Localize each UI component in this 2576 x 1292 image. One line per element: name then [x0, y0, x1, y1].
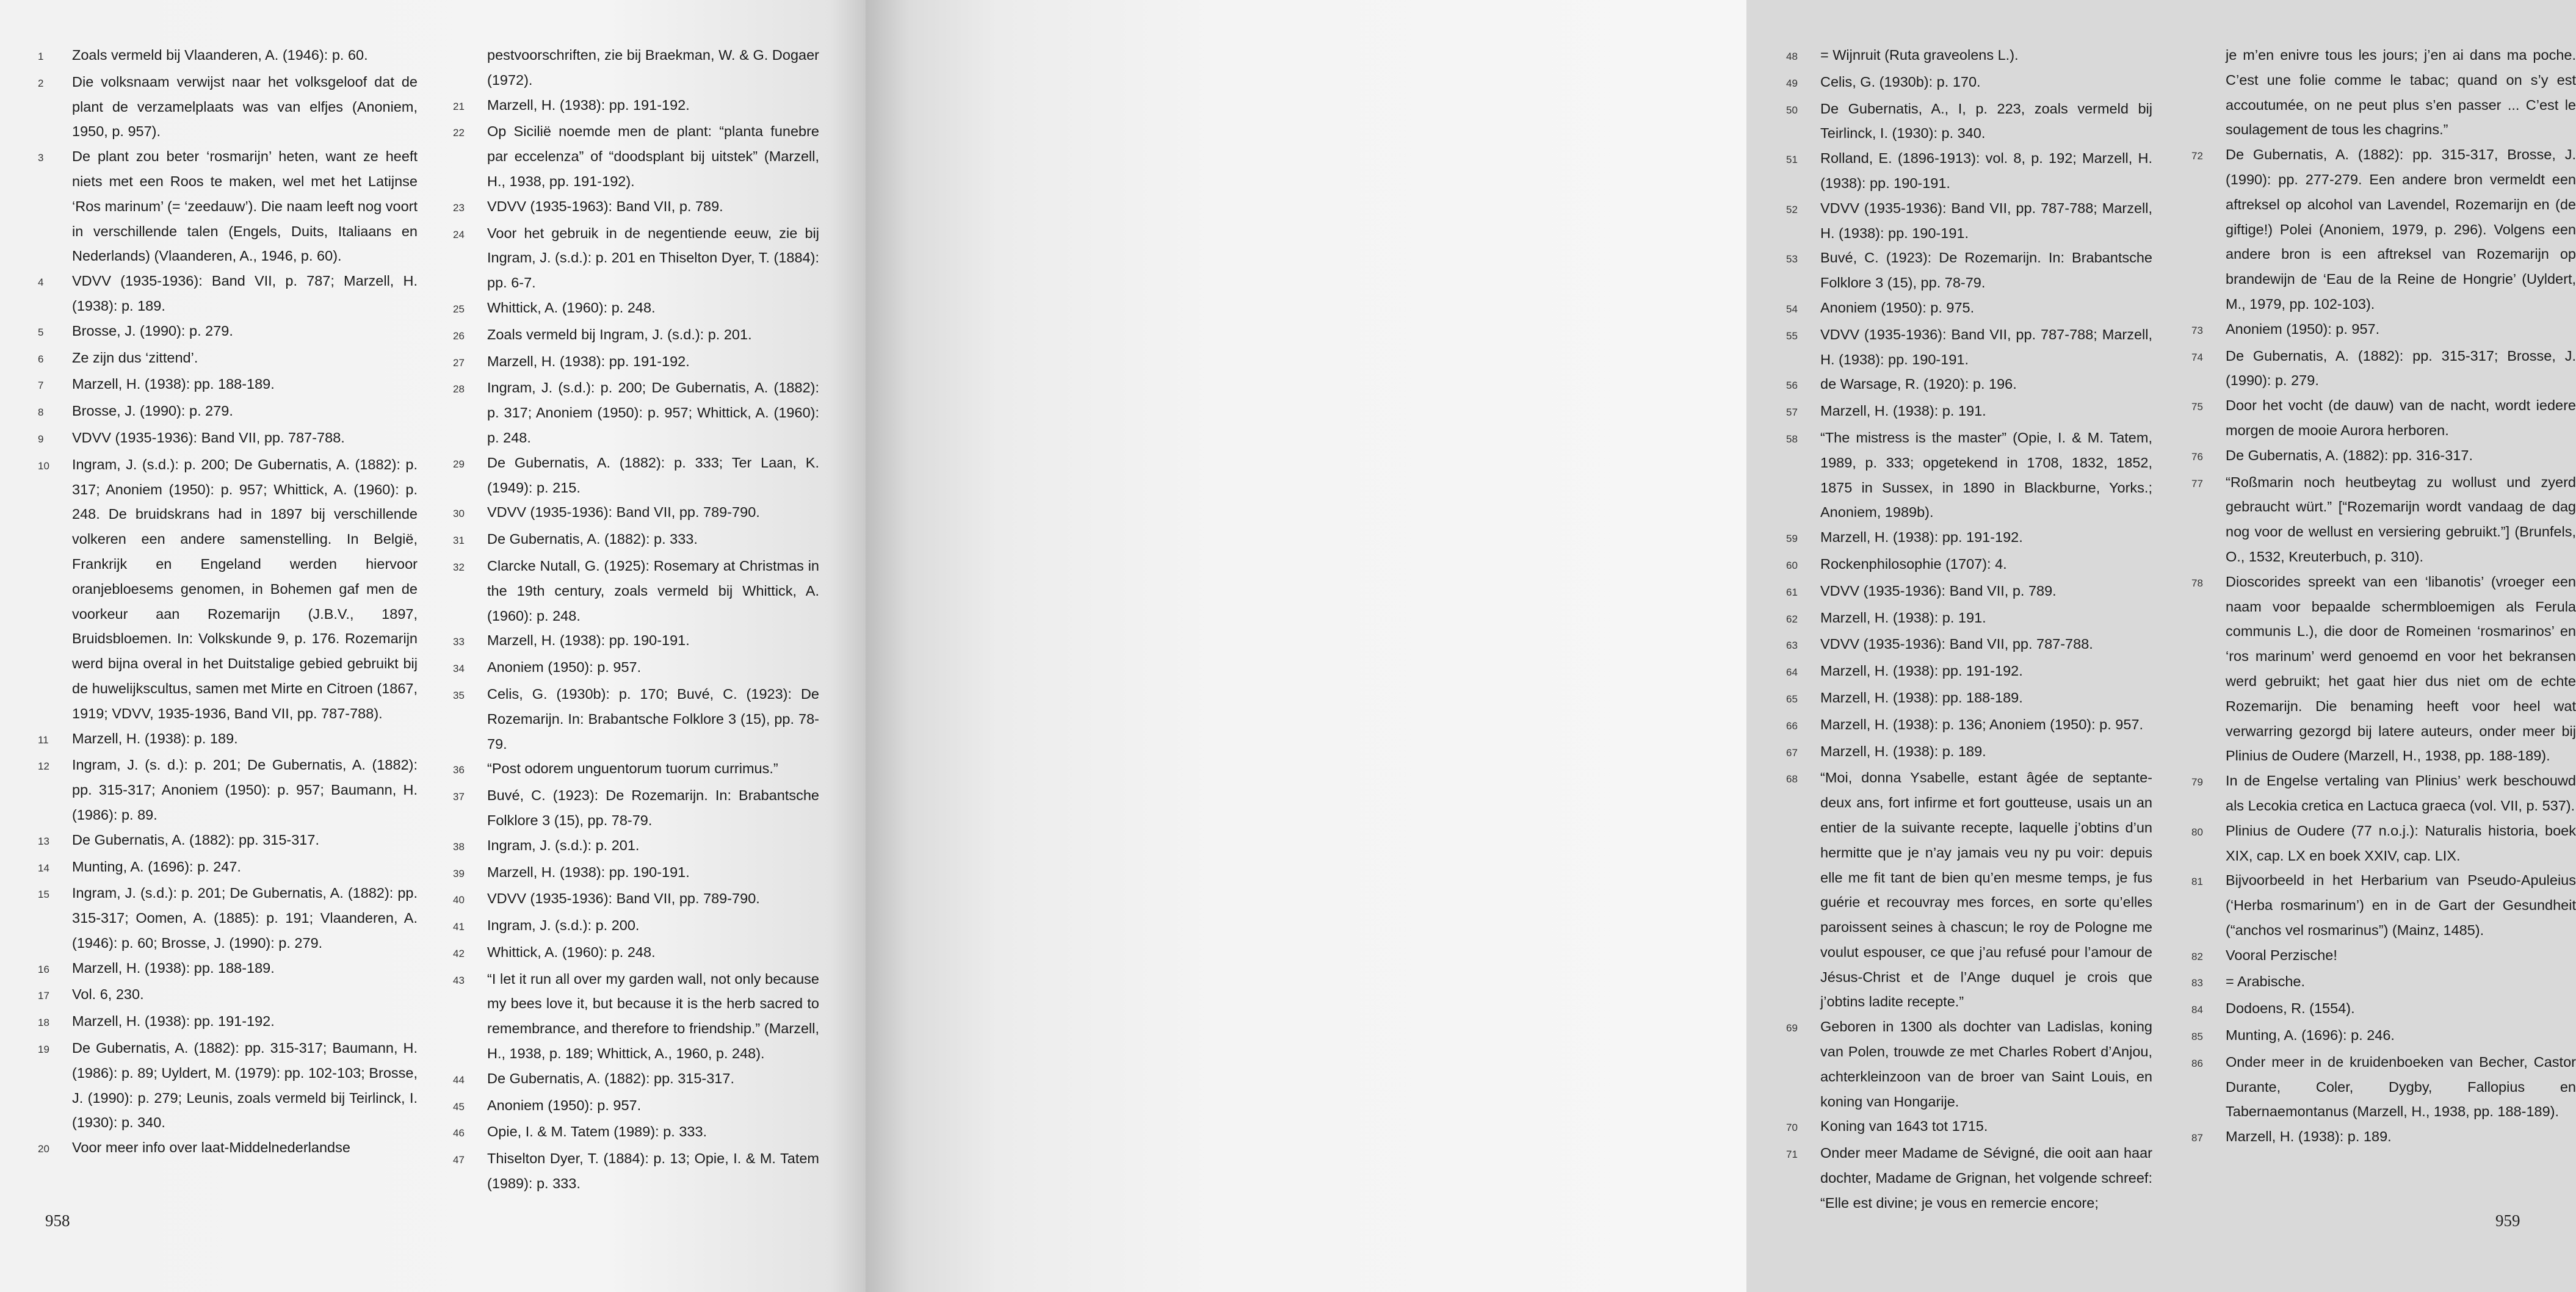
footnote-number: 39: [453, 867, 465, 879]
footnote-number: 83: [2191, 977, 2203, 989]
footnote: [1786, 295, 2152, 322]
footnote-text: Marzell, H. (1938): pp. 188-189.: [72, 959, 275, 976]
footnote-number: 65: [1786, 693, 1798, 705]
footnote-text: De Gubernatis, A., I, p. 223, zoals vermeld bij Teirlinck, I. (1930): p. 340.: [1820, 100, 2152, 142]
footnote-number: 71: [1786, 1149, 1798, 1161]
footnote-text: Ingram, J. (s. d.): p. 201; De Gubernatis, A. (1882): pp. 315-317; Anoniem (1950): p. 957; Baumann, H. (1986): p. 89.: [72, 757, 418, 823]
footnote-text: Anoniem (1950): p. 957.: [487, 1097, 642, 1113]
footnote: [1786, 685, 2152, 712]
left-page: [0, 0, 866, 1292]
footnote-number: [453, 43, 487, 45]
footnote: [453, 833, 819, 860]
footnote: [2191, 996, 2576, 1023]
footnote-number: 5: [38, 326, 44, 338]
page-number-right: 959: [2495, 1211, 2520, 1230]
footnote-number: 69: [1786, 1022, 1798, 1034]
footnote: [453, 375, 819, 450]
footnote: [1786, 399, 2152, 425]
footnote-number: 75: [2191, 401, 2203, 413]
footnote: [453, 756, 819, 783]
footnote: [38, 399, 418, 425]
footnote-number: 30: [453, 508, 465, 520]
footnote-number: 12: [38, 760, 49, 773]
footnote: [2191, 868, 2576, 942]
footnote: [2191, 943, 2576, 970]
footnote: [2191, 818, 2576, 868]
footnote-text: VDVV (1935-1936): Band VII, p. 789.: [1820, 582, 2057, 599]
footnote-text: De Gubernatis, A. (1882): pp. 315-317; Baumann, H. (1986): p. 89; Uyldert, M. (1979): pp. 102-103; Brosse, J. (1990): p. 279; Leunis, zoals vermeld bij Teirlinck, I. (1930): p. 340.: [72, 1040, 418, 1131]
footnote: [2191, 393, 2576, 443]
footnote-text: Anoniem (1950): p. 957.: [2226, 320, 2380, 337]
footnote-text: Marzell, H. (1938): p. 189.: [72, 730, 238, 746]
footnote: [453, 93, 819, 120]
footnote: [2191, 569, 2576, 768]
footnote-number: 80: [2191, 826, 2203, 838]
footnote: [453, 527, 819, 554]
footnote-number: 68: [1786, 773, 1798, 785]
footnote-number: 47: [453, 1154, 465, 1166]
footnote: [38, 144, 418, 269]
footnote: [453, 967, 819, 1066]
footnote-number: 29: [453, 458, 465, 470]
footnote-number: 40: [453, 894, 465, 906]
footnote-number: 66: [1786, 720, 1798, 732]
footnote-text: Marzell, H. (1938): pp. 188-189.: [1820, 689, 2023, 706]
footnote: [453, 655, 819, 682]
footnote-number: 8: [38, 406, 44, 419]
footnote-text: Dioscorides spreekt van een ‘libanotis’ (vroeger een naam voor bepaalde schermbloemigen als Ferula communis L.), die door de Romeinen ‘rosmarinos’ en ‘ros marinum’ werd genoemd en voor het bekransen werd gebruikt; het gaat hier dus niet om de echte Rozemarijn. Die benaming heeft voor heel wat verwarring gezorgd bij latere auteurs, onder meer bij Plinius de Oudere (Marzell, H., 1938, pp. 188-189).: [2226, 573, 2576, 764]
footnote-number: 49: [1786, 77, 1798, 89]
footnote: [2191, 142, 2576, 317]
footnote: [453, 682, 819, 756]
footnote-text: Marzell, H. (1938): p. 189.: [2226, 1128, 2392, 1145]
footnote: [1786, 43, 2152, 70]
footnote-text: Buvé, C. (1923): De Rozemarijn. In: Brabantsche Folklore 3 (15), pp. 78-79.: [487, 787, 819, 828]
footnote-number: 53: [1786, 253, 1798, 265]
footnote: [453, 43, 819, 93]
footnote-number: 33: [453, 636, 465, 648]
footnote: [2191, 344, 2576, 394]
footnote-text: Clarcke Nutall, G. (1925): Rosemary at Christmas in the 19th century, zoals vermeld bij Whittick, A. (1960): p. 248.: [487, 557, 819, 624]
right-page-column-1: [1786, 43, 2152, 1216]
footnote-number: 62: [1786, 613, 1798, 625]
footnote-number: 17: [38, 990, 49, 1002]
footnote-number: 25: [453, 303, 465, 315]
footnote-number: 22: [453, 127, 465, 139]
footnote-text: VDVV (1935-1936): Band VII, p. 787; Marzell, H. (1938): p. 189.: [72, 273, 418, 314]
footnote: [453, 194, 819, 221]
footnote-text: Ingram, J. (s.d.): p. 201.: [487, 837, 640, 853]
footnote-number: 4: [38, 276, 44, 289]
footnote-number: 48: [1786, 51, 1798, 62]
left-page-column-2: [453, 43, 819, 1196]
footnote: [38, 425, 418, 452]
footnote: [453, 119, 819, 193]
footnote-text: De Gubernatis, A. (1882): p. 333; Ter Laan, K. (1949): p. 215.: [487, 454, 819, 496]
footnote-number: 72: [2191, 150, 2203, 162]
footnote-text: Marzell, H. (1938): pp. 190-191.: [487, 632, 690, 649]
footnote-number: 64: [1786, 666, 1798, 679]
footnote-number: 37: [453, 791, 465, 803]
footnote-text: VDVV (1935-1936): Band VII, pp. 787-788; Marzell, H. (1938): pp. 190-191.: [1820, 200, 2152, 241]
footnote: [453, 1146, 819, 1196]
footnote-number: 79: [2191, 776, 2203, 789]
footnote-text: Rolland, E. (1896-1913): vol. 8, p. 192; Marzell, H. (1938): pp. 190-191.: [1820, 150, 2152, 191]
footnote-number: 45: [453, 1100, 465, 1113]
footnote-text: Onder meer Madame de Sévigné, die ooit aan haar dochter, Madame de Grignan, het volgende schreef: “Elle est divine; je vous en remercie encore;: [1820, 1145, 2152, 1211]
footnote-text: Brosse, J. (1990): p. 279.: [72, 403, 233, 419]
footnote-text: Marzell, H. (1938): p. 191.: [1820, 609, 1986, 626]
footnote-number: 73: [2191, 324, 2203, 336]
footnote-number: 43: [453, 974, 465, 986]
footnote-number: 78: [2191, 577, 2203, 589]
footnote-text: VDVV (1935-1936): Band VII, pp. 789-790.: [487, 890, 760, 907]
footnote-number: 11: [38, 734, 49, 746]
footnote-text: De Gubernatis, A. (1882): p. 333.: [487, 531, 698, 547]
footnote-text: Koning van 1643 tot 1715.: [1820, 1118, 1988, 1135]
footnote-number: 52: [1786, 203, 1798, 215]
footnote-text: De Gubernatis, A. (1882): pp. 316-317.: [2226, 447, 2473, 463]
footnote-text: Marzell, H. (1938): p. 191.: [1820, 403, 1986, 419]
footnote-number: 63: [1786, 640, 1798, 652]
footnote-number: 41: [453, 921, 465, 933]
footnote: [453, 554, 819, 628]
footnote-number: 85: [2191, 1031, 2203, 1043]
footnote-number: 10: [38, 460, 49, 472]
footnote-number: 70: [1786, 1122, 1798, 1134]
footnote: [1786, 712, 2152, 739]
footnote-number: 58: [1786, 433, 1798, 445]
footnote-text: Marzell, H. (1938): pp. 188-189.: [72, 376, 275, 392]
footnote-text: Anoniem (1950): p. 975.: [1820, 299, 1975, 316]
footnote-text: Marzell, H. (1938): pp. 191-192.: [487, 96, 690, 113]
footnote: [1786, 525, 2152, 552]
footnote: [38, 345, 418, 372]
footnote-number: 81: [2191, 876, 2203, 888]
footnote: [453, 349, 819, 376]
footnote: [2191, 443, 2576, 470]
footnote-text: “Roßmarin noch heutbeytag zu wollust und zyerd gebraucht würt.” [“Rozemarijn wordt vandaag de dag nog voor de wellust en versiering gebruikt.”] (Brunfels, O., 1532, Kreuterbuch, p. 310).: [2226, 474, 2576, 565]
footnote: [2191, 1050, 2576, 1124]
footnote-text: = Wijnruit (Ruta graveolens L.).: [1820, 47, 2019, 63]
footnote: [1786, 1014, 2152, 1114]
footnote: [1786, 245, 2152, 295]
footnote-number: 57: [1786, 406, 1798, 419]
footnote: [38, 726, 418, 753]
footnote-text: VDVV (1935-1963): Band VII, p. 789.: [487, 198, 723, 214]
footnote-text: Voor het gebruik in de negentiende eeuw, zie bij Ingram, J. (s.d.): p. 201 en Thiselton Dyer, T. (1884): pp. 6-7.: [487, 225, 819, 291]
footnote-number: 32: [453, 561, 465, 573]
footnote: [453, 322, 819, 349]
footnote-number: 14: [38, 862, 49, 874]
footnote-text: Brosse, J. (1990): p. 279.: [72, 322, 233, 339]
footnote-text: In de Engelse vertaling van Plinius’ werk beschouwd als Lecokia cretica en Lactuca graeca (vol. VII, p. 537).: [2226, 773, 2576, 814]
footnote-text: Celis, G. (1930b): p. 170; Buvé, C. (1923): De Rozemarijn. In: Brabantsche Folklore 3 (15), pp. 78-79.: [487, 685, 819, 752]
footnote: [453, 1066, 819, 1093]
footnote: [1786, 70, 2152, 96]
footnote-number: 86: [2191, 1057, 2203, 1069]
footnote: [38, 70, 418, 144]
footnote-text: Marzell, H. (1938): p. 136; Anoniem (1950): p. 957.: [1820, 716, 2144, 732]
footnote-text: De Gubernatis, A. (1882): pp. 315-317.: [72, 831, 319, 848]
footnote: [1786, 146, 2152, 196]
footnote: [453, 295, 819, 322]
footnote: [38, 982, 418, 1009]
footnote: [1786, 632, 2152, 659]
footnote-text: Geboren in 1300 als dochter van Ladislas, koning van Polen, trouwde ze met Charles Robert d’Anjou, achterkleinzoon van de broer van Saint Louis, en koning van Hongarije.: [1820, 1019, 2152, 1110]
footnote-text: Bijvoorbeeld in het Herbarium van Pseudo-Apuleius (‘Herba rosmarinum’) en in de Gart der Gesundheit (“anchos vel rosmarinus”) (Mainz, 1485).: [2226, 872, 2576, 938]
footnote-text: Munting, A. (1696): p. 246.: [2226, 1027, 2395, 1044]
footnote-text: Plinius de Oudere (77 n.o.j.): Naturalis historia, boek XIX, cap. LX en boek XXIV, cap. LIX.: [2226, 822, 2576, 864]
footnote-text: Whittick, A. (1960): p. 248.: [487, 944, 656, 960]
footnote-text: De Gubernatis, A. (1882): pp. 315-317.: [487, 1070, 734, 1086]
footnote: [1786, 1114, 2152, 1141]
footnote-number: 23: [453, 201, 465, 214]
footnote-number: 42: [453, 947, 465, 959]
footnote-number: 1: [38, 51, 44, 62]
footnote-text: Thiselton Dyer, T. (1884): p. 13; Opie, I. & M. Tatem (1989): p. 333.: [487, 1150, 819, 1192]
footnote: [1786, 659, 2152, 685]
footnote-text: “Moi, donna Ysabelle, estant âgée de septante-deux ans, fort infirme et fort goutteuse, usais un an entier de la suivante recepte, laquelle j’obtins d’un hermitte que je n’ay jamais veu ny pu voir: depuis elle me fit tant de bien qu’en mesme temps, je fus guérie et recouvray mes forces, en sorte qu’elles paroissent seines à chascun; le roy de Pologne me voulut espouser, ce que j’au refusé pour l’amour de Jésus-Christ et de l’Ange duquel je crois que j’obtins ladite recepte.”: [1820, 770, 2152, 1010]
footnote-text: Zoals vermeld bij Vlaanderen, A. (1946): p. 60.: [72, 47, 368, 63]
footnote-text: Door het vocht (de dauw) van de nacht, wordt iedere morgen de mooie Aurora herboren.: [2226, 397, 2576, 438]
footnote-text: VDVV (1935-1936): Band VII, pp. 789-790.: [487, 504, 760, 521]
footnote-number: 61: [1786, 586, 1798, 598]
footnote-text: Rockenphilosophie (1707): 4.: [1820, 555, 2007, 572]
footnote-text: Ingram, J. (s.d.): p. 200.: [487, 917, 640, 934]
footnote-number: 6: [38, 353, 44, 365]
footnote-text: je m’en enivre tous les jours; j’en ai dans ma poche. C’est une folie comme le tabac; quand on s’y est accoutumée, on ne peut plus s’en passer ... C’est le soulagement de tous les chagrins.”: [2226, 47, 2576, 138]
footnote: [1786, 579, 2152, 605]
footnote-number: 15: [38, 889, 49, 901]
footnote: [453, 221, 819, 295]
footnote: [453, 886, 819, 913]
footnote: [38, 881, 418, 955]
footnote-text: Anoniem (1950): p. 957.: [487, 659, 642, 676]
footnote: [453, 1093, 819, 1120]
footnote-number: 59: [1786, 533, 1798, 545]
footnote: [453, 940, 819, 967]
footnote-text: Zoals vermeld bij Ingram, J. (s.d.): p. 201.: [487, 326, 752, 342]
footnote: [38, 269, 418, 319]
footnote-text: Munting, A. (1696): p. 247.: [72, 858, 241, 875]
footnote-number: 87: [2191, 1132, 2203, 1144]
footnote: [38, 1135, 418, 1162]
footnote: [453, 450, 819, 500]
footnote: [38, 1036, 418, 1135]
footnote-text: Ze zijn dus ‘zittend’.: [72, 349, 198, 366]
footnote-number: [2191, 43, 2226, 45]
footnote-text: Marzell, H. (1938): pp. 191-192.: [487, 353, 690, 369]
footnote-number: 76: [2191, 450, 2203, 463]
footnote: [453, 1119, 819, 1146]
footnote: [2191, 470, 2576, 569]
footnote: [1786, 425, 2152, 525]
footnote-text: VDVV (1935-1936): Band VII, pp. 787-788; Marzell, H. (1938): pp. 190-191.: [1820, 326, 2152, 367]
footnote-text: Op Sicilië noemde men de plant: “planta funebre par eccelenza” of “doodsplant bij uitstek” (Marzell, H., 1938, pp. 191-192).: [487, 123, 819, 189]
footnote-text: Ingram, J. (s.d.): p. 201; De Gubernatis, A. (1882): pp. 315-317; Oomen, A. (1885): p. 191; Vlaanderen, A. (1946): p. 60; Brosse, J. (1990): p. 279.: [72, 885, 418, 951]
footnote-text: De Gubernatis, A. (1882): pp. 315-317, Brosse, J. (1990): pp. 277-279. Een andere bron vermeldt een aftreksel op alcohol van Lavendel, Rozemarijn en (de giftige!) Polei (Anoniem, 1979, p. 296). Volgens een andere bron is een aftreksel van Rozemarijn op brandewijn de ‘Eau de la Reine de Hongrie’ (Uyldert, M., 1979, pp. 102-103).: [2226, 146, 2576, 312]
footnote: [38, 43, 418, 70]
footnote-number: 44: [453, 1074, 465, 1086]
footnote-number: 24: [453, 228, 465, 240]
footnote-text: Celis, G. (1930b): p. 170.: [1820, 73, 1981, 90]
left-page-column-1: [38, 43, 418, 1162]
footnote-number: 26: [453, 330, 465, 342]
footnote: [38, 752, 418, 827]
footnote: [453, 628, 819, 655]
footnote-text: Ingram, J. (s.d.): p. 200; De Gubernatis, A. (1882): p. 317; Anoniem (1950): p. 957; Whittick, A. (1960): p. 248. De bruidskrans had in 1897 bij verschillende volkeren een andere samenstelling. In België, Frankrijk en Engeland werden hiervoor oranjebloesems genomen, in Bohemen gaf men de voorkeur aan Rozemarijn (J.B.V., 1897, Bruidsbloemen. In: Volkskunde 9, p. 176. Rozemarijn werd bijna overal in het Duitstalige gebied gebruikt bij de huwelijkscultus, samen met Mirte en Citroen (1867, 1919; VDVV, 1935-1936, Band VII, pp. 787-788).: [72, 456, 418, 721]
footnote-text: Vooral Perzische!: [2226, 947, 2337, 963]
footnote-text: Onder meer in de kruidenboeken van Becher, Castor Durante, Coler, Dygby, Fallopius en Tabernaemontanus (Marzell, H., 1938, pp. 188-189).: [2226, 1053, 2576, 1120]
footnote-number: 56: [1786, 380, 1798, 392]
footnote: [38, 1009, 418, 1036]
footnote: [38, 319, 418, 345]
footnote-number: 55: [1786, 330, 1798, 342]
footnote: [38, 828, 418, 854]
footnote-text: VDVV (1935-1936): Band VII, pp. 787-788.: [1820, 636, 2093, 652]
footnote-number: 67: [1786, 746, 1798, 759]
footnote: [1786, 552, 2152, 579]
footnote-number: 27: [453, 356, 465, 369]
footnote: [453, 913, 819, 940]
footnote-text: Marzell, H. (1938): pp. 191-192.: [72, 1013, 275, 1030]
footnote-number: 84: [2191, 1004, 2203, 1016]
footnote-text: Whittick, A. (1960): p. 248.: [487, 299, 656, 316]
footnote-number: 34: [453, 663, 465, 675]
footnote-number: 50: [1786, 104, 1798, 116]
footnote-number: 13: [38, 835, 49, 847]
footnote: [1786, 765, 2152, 1014]
footnote-number: 20: [38, 1143, 49, 1155]
footnote-number: 46: [453, 1127, 465, 1139]
footnote-text: Dodoens, R. (1554).: [2226, 1000, 2355, 1017]
footnote-text: Voor meer info over laat-Middelnederlandse: [72, 1139, 350, 1156]
footnote: [1786, 196, 2152, 246]
footnote-number: 31: [453, 535, 465, 547]
footnote-text: “Post odorem unguentorum tuorum currimus.”: [487, 760, 778, 777]
footnote: [1786, 96, 2152, 146]
footnote-number: 9: [38, 433, 44, 445]
footnote-text: Marzell, H. (1938): pp. 190-191.: [487, 864, 690, 880]
footnote-number: 21: [453, 100, 465, 112]
footnote-number: 35: [453, 689, 465, 701]
footnote: [2191, 43, 2576, 142]
footnote: [453, 860, 819, 887]
footnote-text: Ingram, J. (s.d.): p. 200; De Gubernatis, A. (1882): p. 317; Anoniem (1950): p. 957; Whittick, A. (1960): p. 248.: [487, 380, 819, 446]
footnote-text: Buvé, C. (1923): De Rozemarijn. In: Brabantsche Folklore 3 (15), pp. 78-79.: [1820, 250, 2152, 291]
footnote-number: 54: [1786, 303, 1798, 315]
footnote: [1786, 372, 2152, 399]
footnote-number: 2: [38, 77, 44, 89]
footnote-number: 19: [38, 1044, 49, 1056]
footnote: [453, 500, 819, 527]
footnote: [1786, 605, 2152, 632]
footnote-number: 51: [1786, 154, 1798, 166]
footnote: [38, 956, 418, 983]
footnote-text: pestvoorschriften, zie bij Braekman, W. & G. Dogaer (1972).: [487, 47, 819, 88]
footnote: [1786, 739, 2152, 766]
footnote: [2191, 317, 2576, 344]
footnote: [2191, 1023, 2576, 1050]
footnote-text: Marzell, H. (1938): pp. 191-192.: [1820, 663, 2023, 679]
right-page-column-2: [2191, 43, 2576, 1151]
footnote-text: = Arabische.: [2226, 973, 2305, 990]
footnote-text: de Warsage, R. (1920): p. 196.: [1820, 376, 2017, 392]
footnote-number: 60: [1786, 559, 1798, 571]
footnote: [453, 783, 819, 833]
footnote: [2191, 1124, 2576, 1151]
footnote-text: “The mistress is the master” (Opie, I. & M. Tatem, 1989, p. 333; opgetekend in 1708, 1832, 1852, 1875 in Sussex, in 1890 in Blackburne, Yorks.; Anoniem, 1989b).: [1820, 429, 2152, 521]
footnote: [38, 372, 418, 399]
footnote-text: Marzell, H. (1938): p. 189.: [1820, 743, 1986, 759]
footnote-number: 74: [2191, 351, 2203, 363]
footnote-text: VDVV (1935-1936): Band VII, pp. 787-788.: [72, 429, 345, 446]
footnote-text: Opie, I. & M. Tatem (1989): p. 333.: [487, 1124, 707, 1140]
footnote-text: “I let it run all over my garden wall, not only because my bees love it, but because it is the herb sacred to remembrance, and therefore to friendship.” (Marzell, H., 1938, p. 189; Whittick, A., 1960, p. 248).: [487, 970, 819, 1062]
footnote-text: De plant zou beter ‘rosmarijn’ heten, want ze heeft niets met een Roos te maken, wel met het Latijnse ‘Ros marinum’ (= ‘zeedauw’). Die naam leeft nog voort in verschillende talen (Engels, Duits, Italiaans en Nederlands) (Vlaanderen, A., 1946, p. 60).: [72, 148, 418, 264]
footnote-number: 18: [38, 1017, 49, 1029]
footnote: [2191, 969, 2576, 996]
footnote: [38, 854, 418, 881]
footnote-number: 28: [453, 383, 465, 395]
footnote-text: De Gubernatis, A. (1882): pp. 315-317; Brosse, J. (1990): p. 279.: [2226, 347, 2576, 389]
footnote-number: 7: [38, 380, 44, 392]
footnote: [38, 452, 418, 726]
footnote: [1786, 322, 2152, 372]
footnote-text: Marzell, H. (1938): pp. 191-192.: [1820, 529, 2023, 546]
footnote-text: Vol. 6, 230.: [72, 986, 144, 1003]
page-number-left: 958: [45, 1211, 70, 1230]
footnote-number: 82: [2191, 950, 2203, 962]
footnote-number: 38: [453, 840, 465, 853]
right-page: [866, 0, 2576, 1292]
footnote-number: 77: [2191, 477, 2203, 489]
footnote: [2191, 768, 2576, 818]
footnote-number: 3: [38, 152, 44, 164]
footnote-text: Die volksnaam verwijst naar het volksgeloof dat de plant de verzamelplaats was van elfjes (Anoniem, 1950, p. 957).: [72, 73, 418, 140]
footnote: [1786, 1141, 2152, 1215]
footnote-number: 36: [453, 764, 465, 776]
footnote-number: 16: [38, 963, 49, 975]
